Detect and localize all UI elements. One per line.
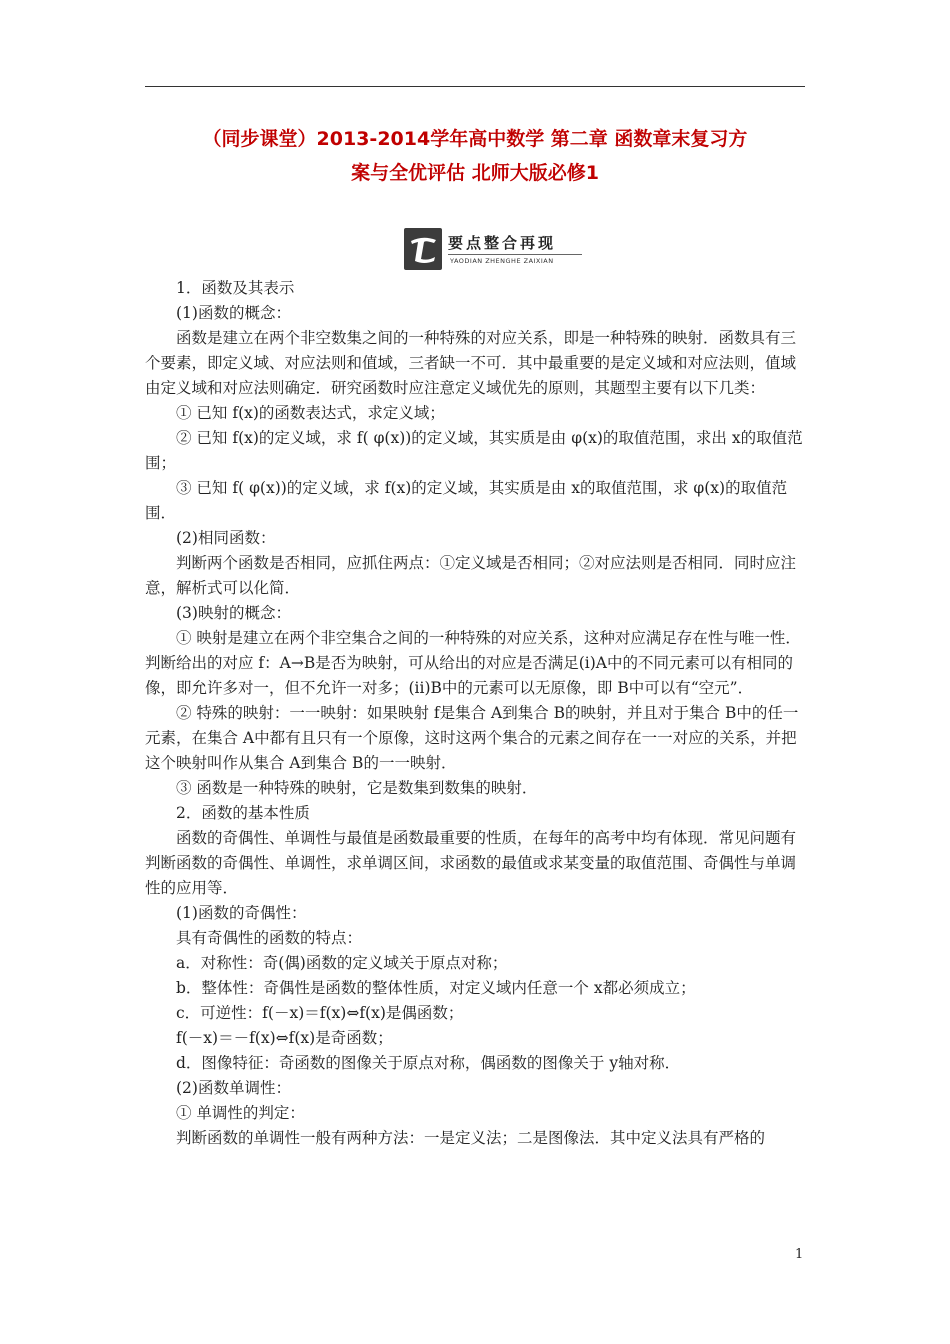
body-paragraph: 函数的奇偶性、单调性与最值是函数最重要的性质，在每年的高考中均有体现．常见问题有判断函数的奇偶性、单调性，求单调区间，求函数的最值或求某变量的取值范围、奇偶性与单调性的应用等． [145,829,797,897]
list-item: ① 单调性的判定： [176,1104,305,1122]
list-item: ③ 函数是一种特殊的映射，它是数集到数集的映射． [176,779,538,797]
list-item: ③ 已知 f( φ(x))的定义域，求 f(x)的定义域，其实质是由 x的取值范围，求 φ(x)的取值范围． [145,479,788,522]
section-banner [404,228,584,272]
section-heading: 2．函数的基本性质 [176,804,310,822]
section-heading: 1．函数及其表示 [176,279,295,297]
subsection-heading: (2)函数单调性： [176,1079,291,1097]
top-rule [145,86,805,87]
list-item: c．可逆性：f(－x)＝f(x)⇔f(x)是偶函数； [176,1004,464,1022]
body-paragraph: 判断两个函数是否相同，应抓住两点：①定义域是否相同；②对应法则是否相同．同时应注意，解析式可以化简． [145,554,797,597]
page-number: 1 [795,1247,804,1262]
banner-divider [448,254,582,255]
list-item: ① 映射是建立在两个非空集合之间的一种特殊的对应关系，这种对应满足存在性与唯一性．判断给出的对应 f：A→B是否为映射，可从给出的对应是否满足(i)A中的不同元素可以有相同的像，即允许多对一，但不允许一对多；(ii)B中的元素可以无原像，即 B中可以有“空元”． [145,629,801,697]
body-paragraph: 函数是建立在两个非空数集之间的一种特殊的对应关系，即是一种特殊的映射．函数具有三个要素，即定义域、对应法则和值域，三者缺一不可．其中最重要的是定义域和对应法则，值域由定义域和对应法则确定．研究函数时应注意定义域优先的原则，其题型主要有以下几类： [145,329,797,397]
list-item: b．整体性：奇偶性是函数的整体性质，对定义域内任意一个 x都必须成立； [176,979,696,997]
subsection-heading: (1)函数的奇偶性： [176,904,307,922]
t-logo-icon [404,228,442,270]
subsection-heading: (3)映射的概念： [176,604,291,622]
subsection-heading: (1)函数的概念： [176,304,291,322]
document-body [145,276,807,1151]
subsection-heading: (2)相同函数： [176,529,276,547]
banner-title: 要点整合再现 [448,234,557,252]
list-item: ② 已知 f(x)的定义域，求 f( φ(x))的定义域，其实质是由 φ(x)的取值范围，求出 x的取值范围； [145,429,803,472]
body-paragraph: 判断函数的单调性一般有两种方法：一是定义法；二是图像法．其中定义法具有严格的 [176,1129,766,1147]
document-title-line-1: （同步课堂）2013-2014学年高中数学 第二章 函数章末复习方 [202,128,748,150]
banner-subtitle: YAODIAN ZHENGHE ZAIXIAN [450,257,554,265]
list-item: ① 已知 f(x)的函数表达式，求定义域； [176,404,445,422]
body-paragraph: 具有奇偶性的函数的特点： [176,929,363,947]
list-item: a．对称性：奇(偶)函数的定义域关于原点对称； [176,954,508,972]
list-item: d．图像特征：奇函数的图像关于原点对称，偶函数的图像关于 y轴对称． [176,1054,681,1072]
formula-line: f(－x)＝－f(x)⇔f(x)是奇函数； [176,1029,393,1047]
list-item: ② 特殊的映射：一一映射：如果映射 f是集合 A到集合 B的映射，并且对于集合 B中的任一元素，在集合 A中都有且只有一个原像，这时这两个集合的元素之间存在一一对应的关系，并把这个映射叫作从集合 A到集合 B的一一映射． [145,704,799,772]
document-title-line-2: 案与全优评估 北师大版必修1 [351,162,599,184]
